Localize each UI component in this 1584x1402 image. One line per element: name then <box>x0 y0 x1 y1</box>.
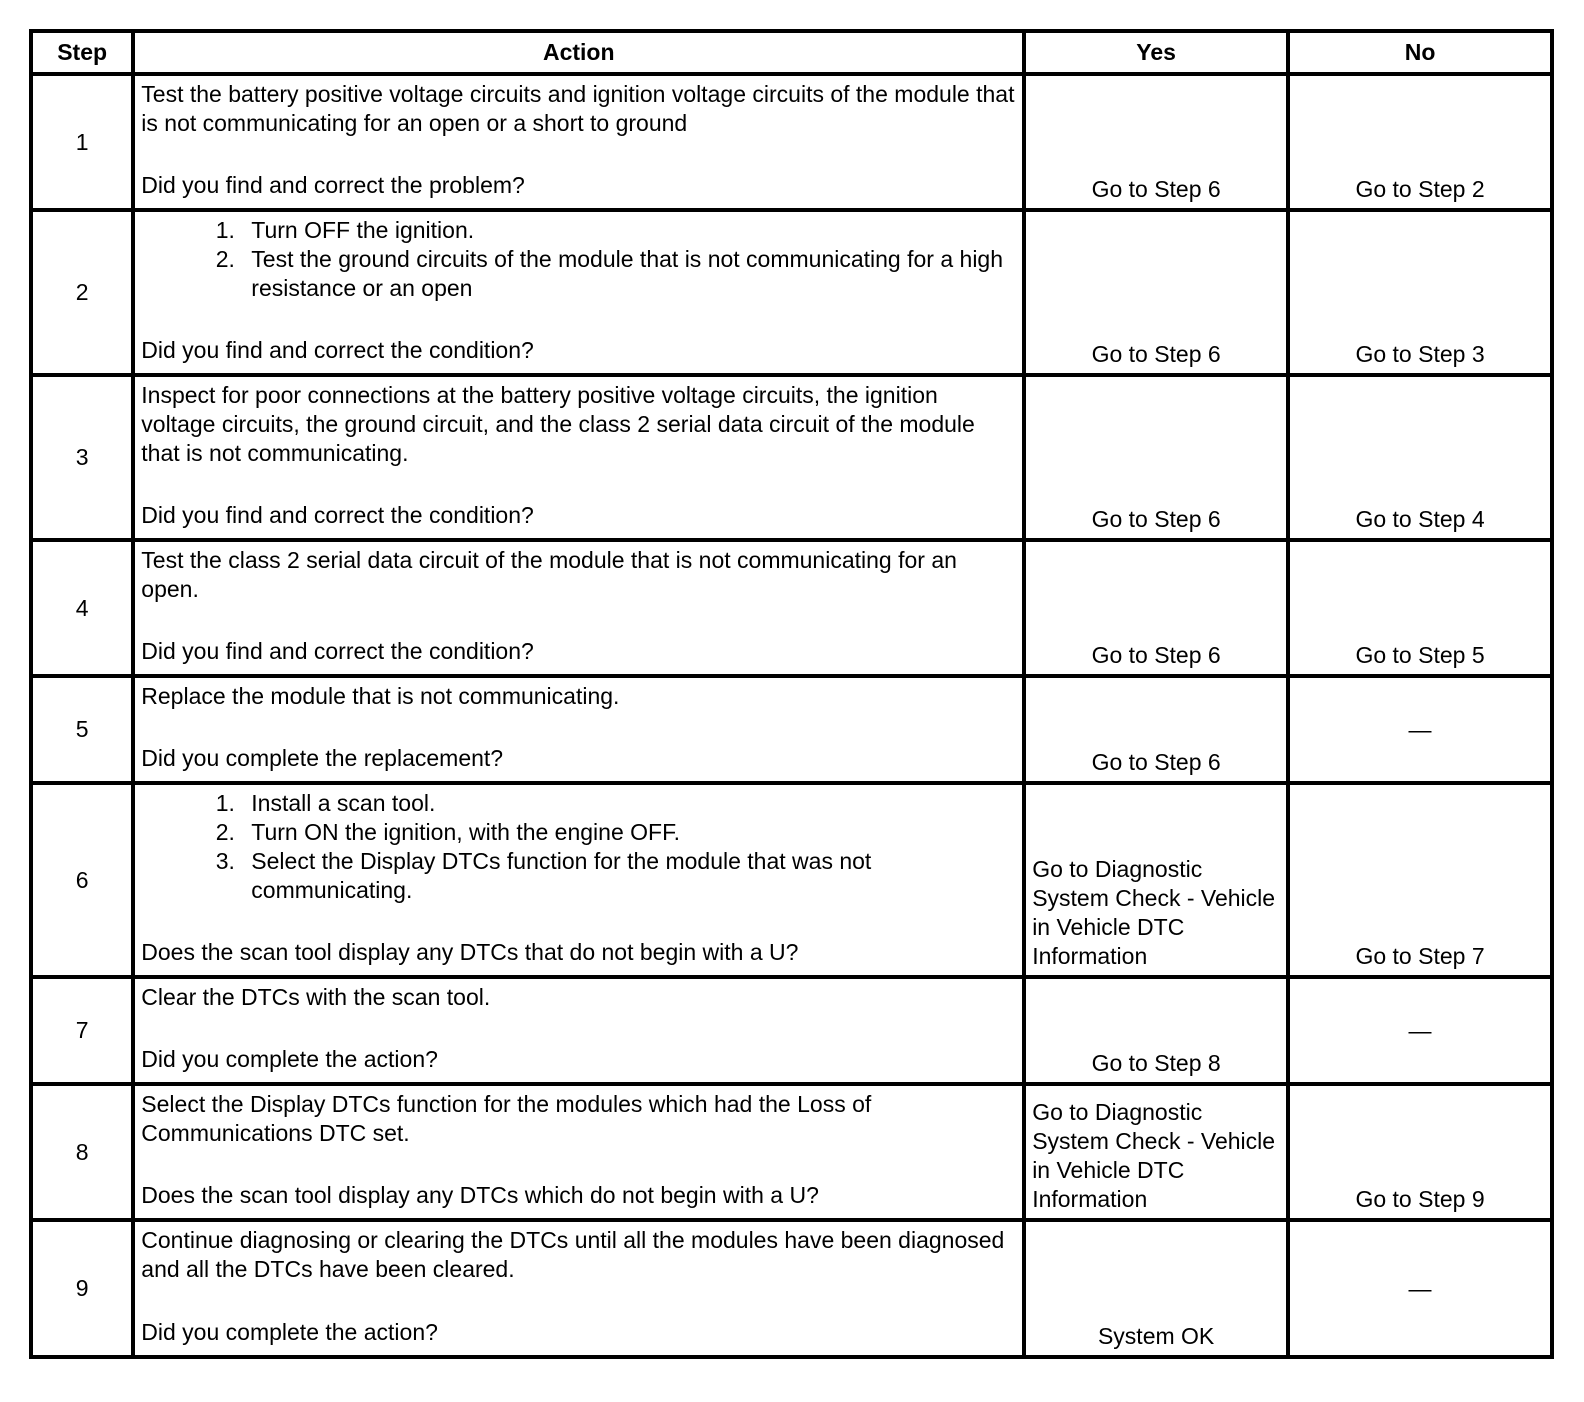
yes-result: Go to Step 8 <box>1091 1050 1221 1076</box>
action-question: Does the scan tool display any DTCs that do not begin with a U? <box>141 939 799 965</box>
table-row <box>31 1220 1552 1357</box>
action-content <box>141 789 1016 967</box>
yes-cell <box>1024 977 1288 1084</box>
step-number: 3 <box>31 375 133 540</box>
action-content <box>141 983 1016 1074</box>
yes-result: Go to Step 6 <box>1091 506 1221 532</box>
action-list-item: 1. Install a scan tool. <box>241 789 1016 818</box>
yes-result: Go to Step 6 <box>1091 642 1221 668</box>
action-content <box>141 1090 1016 1210</box>
action-list-item: 1. Turn OFF the ignition. <box>241 216 1016 245</box>
action-question: Did you find and correct the condition? <box>141 337 534 363</box>
no-cell <box>1288 74 1552 210</box>
action-cell <box>133 676 1024 783</box>
yes-cell <box>1024 676 1288 783</box>
action-text: Clear the DTCs with the scan tool. <box>141 984 491 1010</box>
no-result: Go to Step 5 <box>1355 642 1485 668</box>
action-list-item: 2. Test the ground circuits of the module that is not communicating for a high resistance or an open <box>241 245 1016 303</box>
no-result: Go to Step 2 <box>1355 176 1485 202</box>
yes-result: Go to Step 6 <box>1091 749 1221 775</box>
diagnostic-table <box>29 29 1554 1359</box>
action-cell <box>133 1084 1024 1220</box>
yes-cell <box>1024 210 1288 375</box>
yes-result: Go to Step 6 <box>1091 176 1221 202</box>
no-cell <box>1288 977 1552 1084</box>
table-body <box>31 74 1552 1357</box>
step-number: 2 <box>31 210 133 375</box>
action-question: Does the scan tool display any DTCs which do not begin with a U? <box>141 1182 819 1208</box>
yes-cell <box>1024 1220 1288 1357</box>
action-content <box>141 1226 1016 1347</box>
no-result: Go to Step 9 <box>1355 1186 1485 1212</box>
yes-result: Go to Step 6 <box>1091 341 1221 367</box>
yes-result: Go to Diagnostic System Check - Vehicle in Vehicle DTC Information <box>1032 1099 1276 1212</box>
no-result: — <box>1408 1275 1432 1301</box>
yes-cell <box>1024 375 1288 540</box>
no-cell <box>1288 375 1552 540</box>
action-cell <box>133 1220 1024 1357</box>
header-step: Step <box>31 31 133 74</box>
step-number: 6 <box>31 783 133 977</box>
yes-cell <box>1024 1084 1288 1220</box>
step-number: 1 <box>31 74 133 210</box>
action-text: Inspect for poor connections at the battery positive voltage circuits, the ignition voltage circuits, the ground circuit, and the class 2 serial data circuit of the module that is not communicating. <box>141 382 975 466</box>
action-list <box>141 789 1016 905</box>
action-question: Did you complete the action? <box>141 1319 438 1345</box>
header-action: Action <box>133 31 1024 74</box>
step-number: 8 <box>31 1084 133 1220</box>
action-question: Did you find and correct the condition? <box>141 502 534 528</box>
action-question: Did you find and correct the problem? <box>141 172 525 198</box>
action-cell <box>133 210 1024 375</box>
action-text: Replace the module that is not communicating. <box>141 683 620 709</box>
action-cell <box>133 783 1024 977</box>
table-row <box>31 977 1552 1084</box>
action-question: Did you complete the action? <box>141 1046 438 1072</box>
step-number: 9 <box>31 1220 133 1357</box>
action-text: Test the class 2 serial data circuit of the module that is not communicating for an open. <box>141 547 957 602</box>
action-text: Select the Display DTCs function for the modules which had the Loss of Communications DTC set. <box>141 1091 872 1146</box>
action-list <box>141 216 1016 303</box>
no-cell <box>1288 1220 1552 1357</box>
action-cell <box>133 977 1024 1084</box>
action-cell <box>133 540 1024 676</box>
step-number: 4 <box>31 540 133 676</box>
header-yes: Yes <box>1024 31 1288 74</box>
table-row <box>31 375 1552 540</box>
action-content <box>141 216 1016 365</box>
no-result: Go to Step 4 <box>1355 506 1485 532</box>
table-row <box>31 1084 1552 1220</box>
table-row <box>31 74 1552 210</box>
table-header-row <box>31 31 1552 74</box>
action-cell <box>133 74 1024 210</box>
action-cell <box>133 375 1024 540</box>
no-result: Go to Step 7 <box>1355 943 1485 969</box>
yes-cell <box>1024 783 1288 977</box>
action-content <box>141 381 1016 530</box>
action-question: Did you find and correct the condition? <box>141 638 534 664</box>
step-number: 5 <box>31 676 133 783</box>
yes-result: System OK <box>1097 1323 1215 1349</box>
table-row <box>31 210 1552 375</box>
action-content <box>141 80 1016 200</box>
step-number: 7 <box>31 977 133 1084</box>
no-cell <box>1288 210 1552 375</box>
table-row <box>31 676 1552 783</box>
action-text: Continue diagnosing or clearing the DTCs until all the modules have been diagnosed and all the DTCs have been cleared. <box>141 1227 1005 1282</box>
action-content <box>141 682 1016 773</box>
yes-result: Go to Diagnostic System Check - Vehicle in Vehicle DTC Information <box>1032 856 1276 969</box>
no-cell <box>1288 676 1552 783</box>
table-row <box>31 783 1552 977</box>
action-question: Did you complete the replacement? <box>141 745 504 771</box>
action-list-item: 3. Select the Display DTCs function for the module that was not communicating. <box>241 847 1016 905</box>
yes-cell <box>1024 540 1288 676</box>
action-list-item: 2. Turn ON the ignition, with the engine OFF. <box>241 818 1016 847</box>
no-cell <box>1288 783 1552 977</box>
no-result: Go to Step 3 <box>1355 341 1485 367</box>
action-content <box>141 546 1016 666</box>
no-result: — <box>1408 1017 1432 1043</box>
table-row <box>31 540 1552 676</box>
no-cell <box>1288 1084 1552 1220</box>
no-cell <box>1288 540 1552 676</box>
yes-cell <box>1024 74 1288 210</box>
no-result: — <box>1408 716 1432 742</box>
header-no: No <box>1288 31 1552 74</box>
action-text: Test the battery positive voltage circuits and ignition voltage circuits of the module that is not communicating for an open or a short to ground <box>141 81 1015 136</box>
